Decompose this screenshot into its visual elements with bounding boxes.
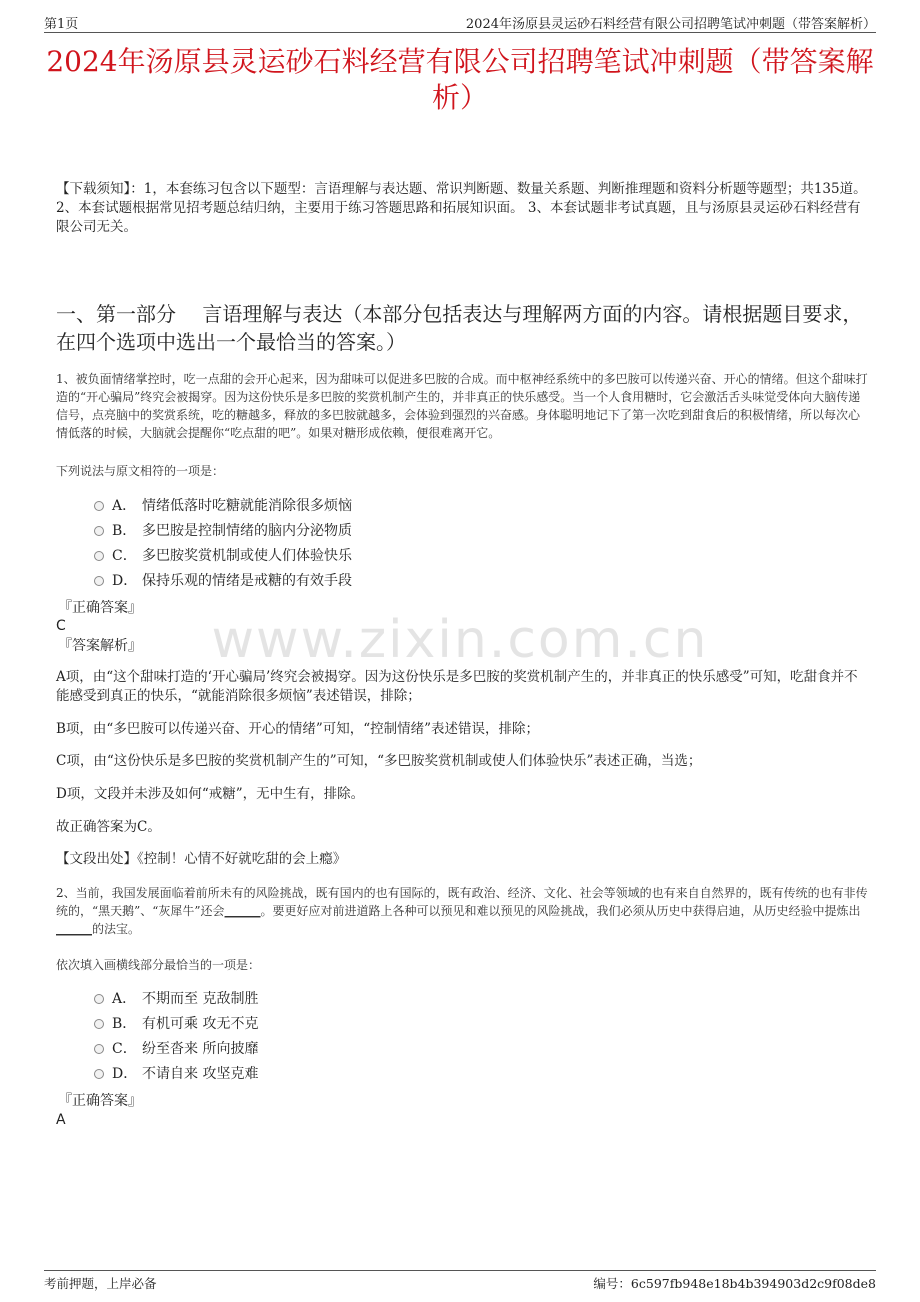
radio-icon[interactable]: [94, 1069, 104, 1079]
q2-prompt: 依次填入画横线部分最恰当的一项是：: [56, 958, 261, 972]
page-header: [44, 10, 876, 33]
q1-option-a[interactable]: A． 情绪低落时吃糖就能消除很多烦恼: [94, 496, 352, 516]
radio-icon[interactable]: [94, 1019, 104, 1029]
page-number: 第1页: [44, 17, 79, 32]
footer-id: 编号：6c597fb948e18b4b394903d2c9f08de8: [593, 1276, 876, 1291]
q1-prompt: 下列说法与原文相符的一项是：: [56, 464, 225, 478]
q1-option-d[interactable]: D． 保持乐观的情绪是戒糖的有效手段: [94, 571, 352, 591]
radio-icon[interactable]: [94, 551, 104, 561]
q1-analysis-label: 『答案解析』: [58, 638, 142, 654]
radio-icon[interactable]: [94, 994, 104, 1004]
footer-slogan: 考前押题，上岸必备: [44, 1276, 157, 1291]
header-doc-title: 2024年汤原县灵运砂石料经营有限公司招聘笔试冲刺题（带答案解析）: [465, 17, 876, 32]
q1-analysis-d: D项，文段并未涉及如何“戒糖”，无中生有，排除。: [56, 786, 365, 802]
q1-answer-label: 『正确答案』: [58, 600, 142, 616]
q1-analysis-b: B项，由“多巴胺可以传递兴奋、开心的情绪”可知，“控制情绪”表述错误，排除；: [56, 721, 540, 737]
q1-source: 【文段出处】《控制！心情不好就吃甜的会上瘾》: [56, 851, 347, 867]
q1-analysis-c: C项，由“这份快乐是多巴胺的奖赏机制产生的”可知，“多巴胺奖赏机制或使人们体验快乐”表述正确，当选；: [56, 753, 702, 769]
q1-analysis-a: A项，由“这个甜味打造的‘开心骗局’终究会被揭穿。因为这份快乐是多巴胺的奖赏机制产生的，并非真正的快乐感受”可知，吃甜食并不能感受到真正的快乐，“就能消除很多烦恼”表述错误，排除；: [56, 669, 858, 704]
q2-option-c[interactable]: C． 纷至沓来 所向披靡: [94, 1039, 258, 1059]
watermark: www.zixin.com.cn: [211, 610, 709, 670]
blank-1: ______: [224, 904, 261, 918]
radio-icon[interactable]: [94, 576, 104, 586]
q2-option-d[interactable]: D． 不请自来 攻坚克难: [94, 1064, 258, 1084]
q1-answer: C: [56, 618, 66, 634]
page-footer: [44, 1270, 876, 1291]
blank-2: ______: [56, 922, 92, 936]
q2-answer-label: 『正确答案』: [58, 1093, 142, 1109]
q1-option-c[interactable]: C． 多巴胺奖赏机制或使人们体验快乐: [94, 546, 352, 566]
q1-conclusion: 故正确答案为C。: [56, 819, 161, 835]
radio-icon[interactable]: [94, 526, 104, 536]
q2-option-b[interactable]: B． 有机可乘 攻无不克: [94, 1014, 258, 1034]
q2-passage: 2、当前，我国发展面临着前所未有的风险挑战，既有国内的也有国际的，既有政治、经济、文化、社会等领域的也有来自自然界的，既有传统的也有非传统的，“黑天鹅”、“灰犀牛”还会______。要更好应对前进道路上各种可以预见和难以预见的风险挑战，我们必须从历史中获得启迪，从历史经验中提炼出______的法宝。: [56, 886, 868, 936]
radio-icon[interactable]: [94, 1044, 104, 1054]
q1-option-b[interactable]: B． 多巴胺是控制情绪的脑内分泌物质: [94, 521, 352, 541]
download-notice: 【下载须知】：1，本套练习包含以下题型：言语理解与表达题、常识判断题、数量关系题、判断推理题和资料分析题等题型；共135道。 2、本套试题根据常见招考题总结归纳，主要用于练习答题思路和拓展知识面。 3、本套试题非考试真题，且与汤原县灵运砂石料经营有限公司无关。: [56, 181, 867, 235]
section-heading: 一、第一部分 言语理解与表达（本部分包括表达与理解两方面的内容。请根据题目要求，在四个选项中选出一个最恰当的答案。）: [56, 302, 863, 354]
q1-passage: 1、被负面情绪掌控时，吃一点甜的会开心起来，因为甜味可以促进多巴胺的合成。而中枢神经系统中的多巴胺可以传递兴奋、开心的情绪。但这个甜味打造的“开心骗局”终究会被揭穿。因为这份快乐是多巴胺的奖赏机制产生的，并非真正的快乐感受。当一个人食用糖时，它会激活舌头味觉受体向大脑传递信号，点亮脑中的奖赏系统，吃的糖越多，释放的多巴胺就越多，会体验到强烈的兴奋感。身体聪明地记下了第一次吃到甜食后的积极情绪，所以每次心情低落的时候，大脑就会提醒你“吃点甜的吧”。如果对糖形成依赖，便很难离开它。: [56, 372, 868, 440]
radio-icon[interactable]: [94, 501, 104, 511]
q2-option-a[interactable]: A． 不期而至 克敌制胜: [94, 989, 258, 1009]
page-title: 2024年汤原县灵运砂石料经营有限公司招聘笔试冲刺题（带答案解析）: [46, 45, 874, 114]
q2-answer: A: [56, 1112, 66, 1128]
